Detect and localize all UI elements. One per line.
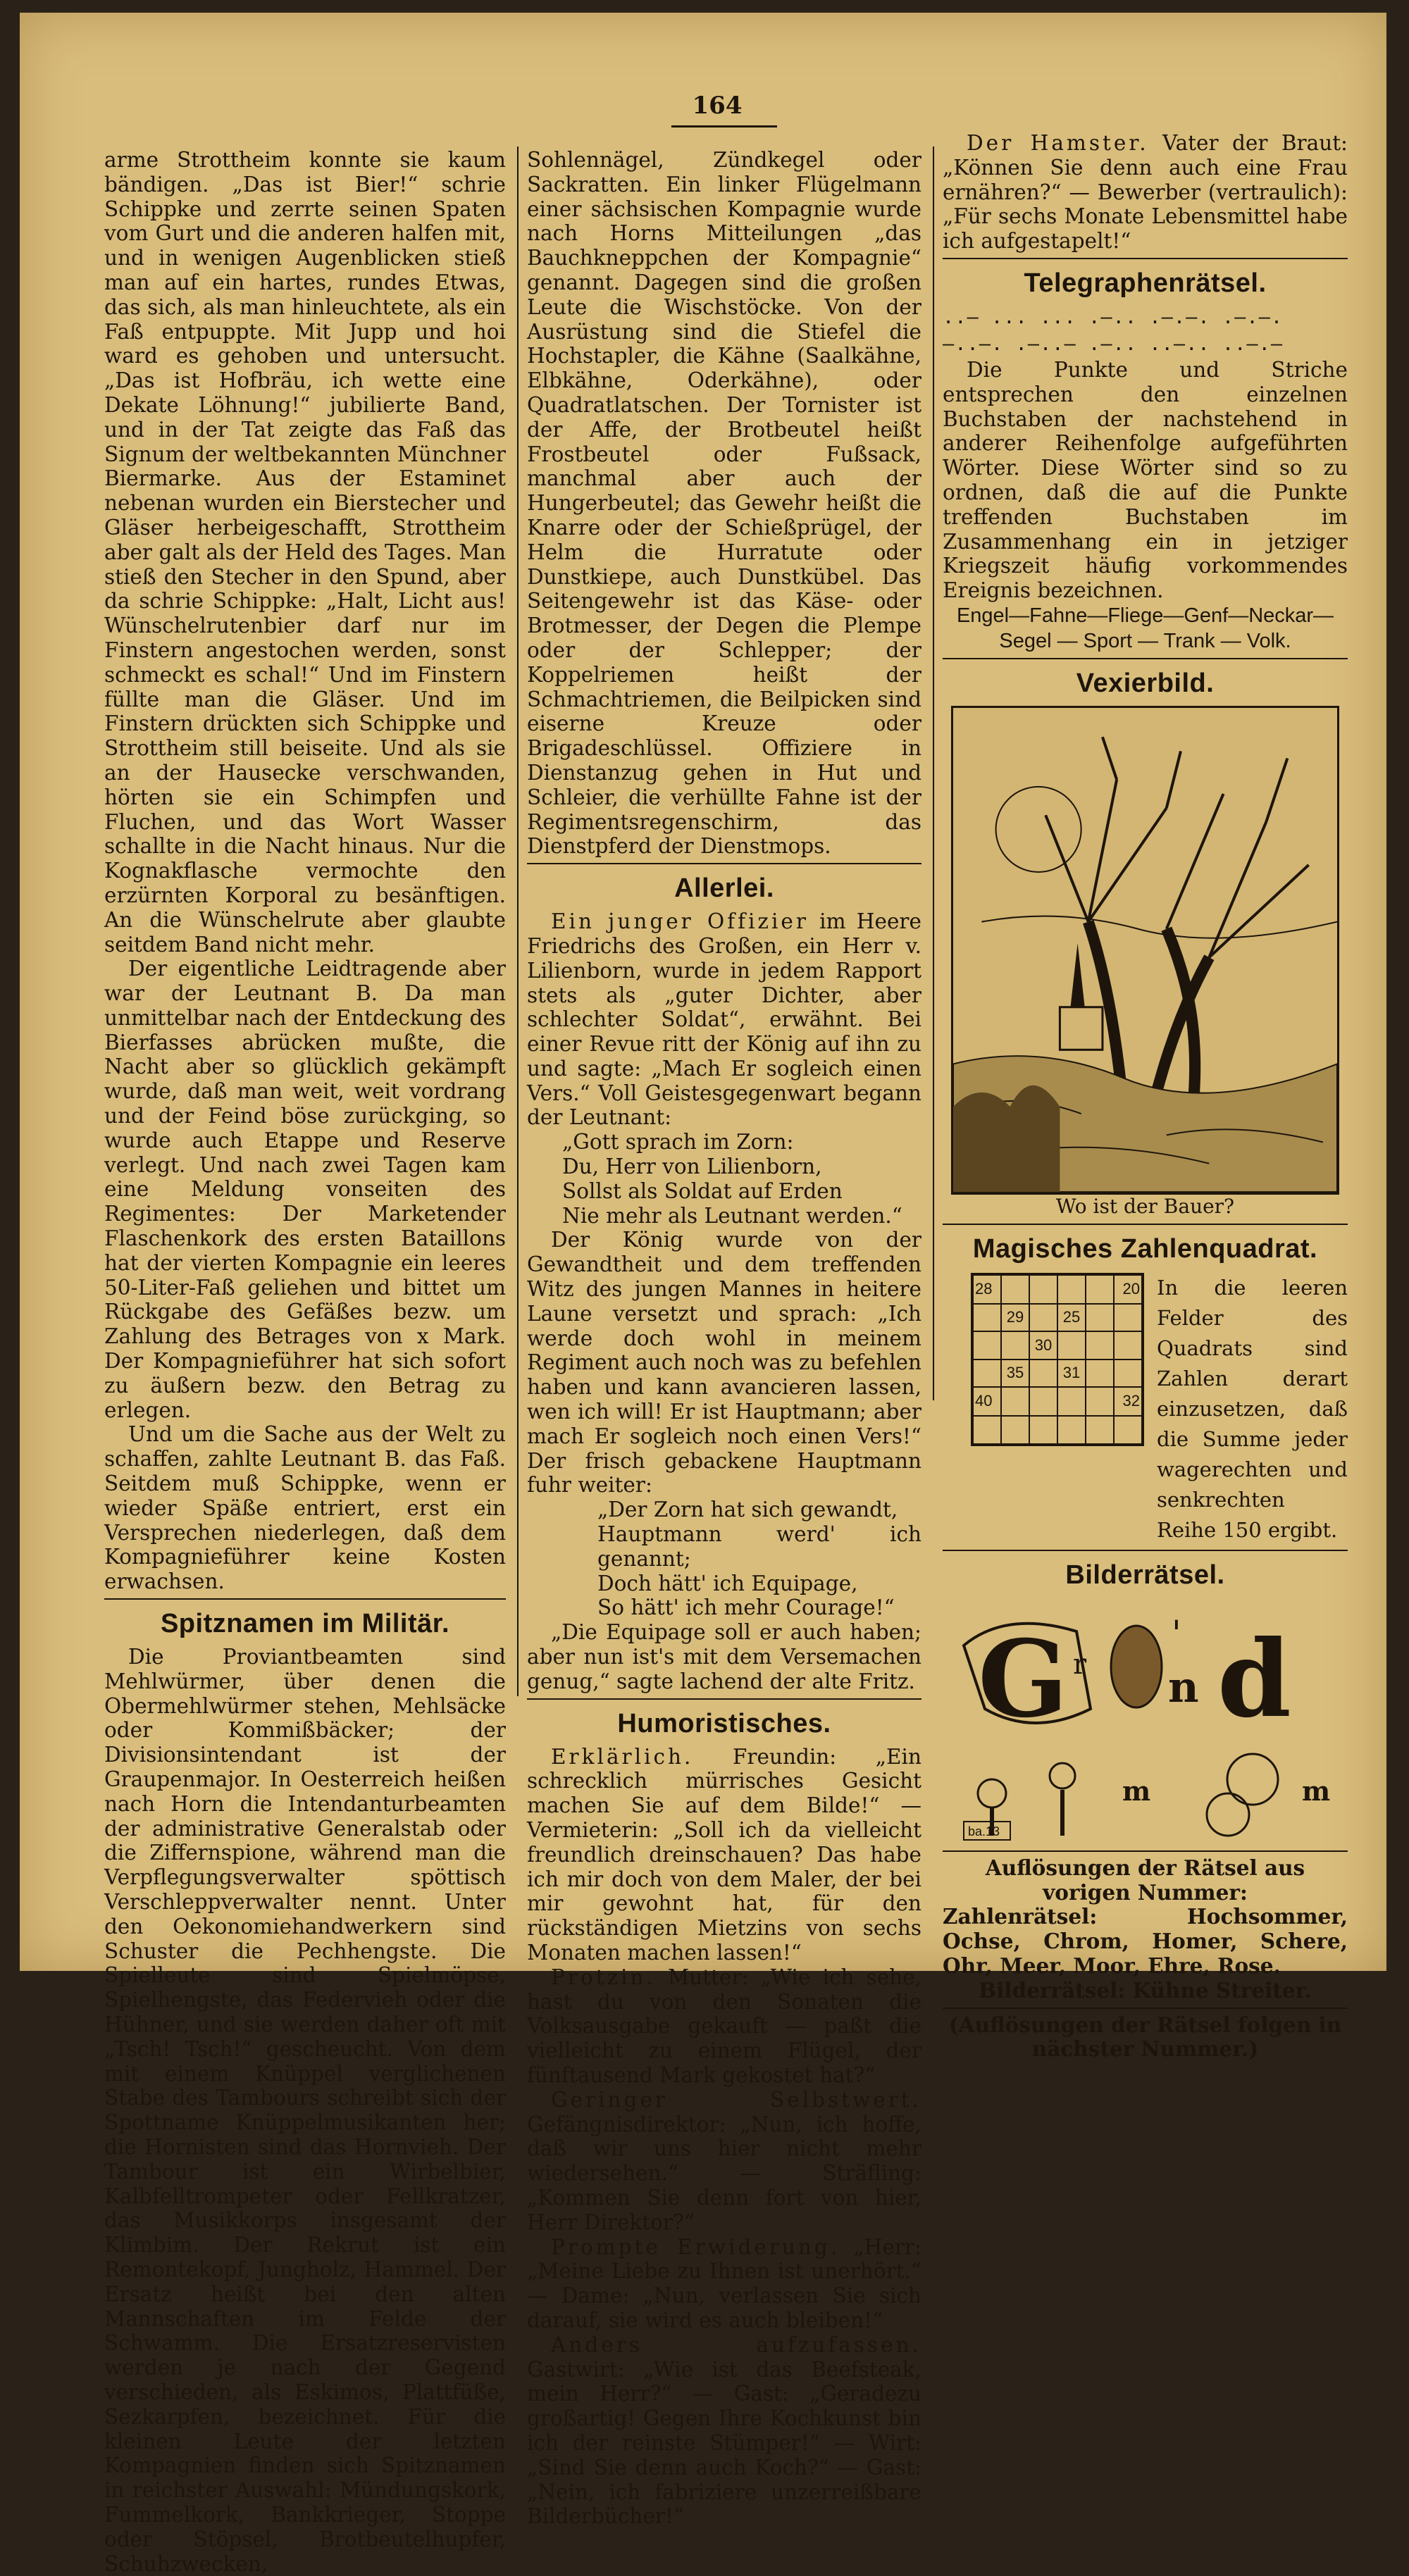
magic-square-block	[943, 1273, 1348, 1545]
allerlei-lead: Ein junger Offizier	[551, 909, 809, 934]
heading-humoristisches: Humoristisches.	[617, 1708, 831, 1738]
magic-square-cell	[1029, 1359, 1057, 1388]
rebus-illustration	[950, 1596, 1341, 1846]
column-divider	[517, 147, 519, 1696]
magic-square-cell	[1029, 1387, 1057, 1416]
magic-square-cell	[1114, 1416, 1142, 1444]
solutions-heading: Auflösungen der Rätsel aus vorigen Nummer:	[985, 1855, 1305, 1905]
telegraph-line: ..— ... ... .—.. .—.—. .—.—.	[943, 306, 1284, 328]
humor-text: Gastwirt: „Wie ist das Beefsteak, mein Herr?“ — Gast: „Geradezu großartig! Gegen Ihre Kochkunst bin ich der reinste Stümper!“ — Wirt: „Sind Sie denn auch Koch?“ — Gast: „Nein, ich fabriziere unzerreißbare Bilderbücher!“	[527, 2357, 921, 2529]
magic-square-cell	[1057, 1331, 1086, 1359]
divider	[943, 1224, 1348, 1225]
telegraph-words-line: Segel — Sport — Trank — Volk.	[999, 629, 1291, 652]
divider	[943, 258, 1348, 259]
magic-square-cell: 29	[1001, 1304, 1029, 1332]
magic-square-cell: 28	[973, 1275, 1001, 1304]
magic-square-cell	[1001, 1416, 1029, 1444]
divider	[104, 1598, 506, 1600]
verse-line: Hauptmann werd' ich genannt;	[597, 1522, 921, 1571]
heading-vexierbild: Vexierbild.	[1076, 668, 1215, 698]
telegraph-words-line: Engel—Fahne—Fliege—Genf—Neckar—	[956, 604, 1334, 627]
magic-square-cell	[1114, 1304, 1142, 1332]
col1-para: Der eigentliche Leidtragende aber war der Leutnant B. Da man unmittelbar nach der Entdeckung des Bierfasses abrücken mußte, die Nacht aber so glücklich gekämpft wurde, daß man weit, weit vordrang und der Feind böse zurückging, so wurde auch Etappe und Reserve verlegt. Und nach zwei Tagen kam eine Meldung vonseiten des Regimentes: Der Marketender Flaschenkork des ersten Bataillons hat der vierten Kompagnie ein leeres 50-Liter-Faß geliehen und bittet um Rückgabe des Gefäßes bezw. um Zahlung des Betrages von x Mark. Der Kompagnieführer hat sich sofort zu äußern bezw. den Betrag zu erlegen.	[104, 957, 506, 1422]
humor-text: Gefängnisdirektor: „Nun, ich hoffe, daß wir uns hier nicht mehr wiedersehen.“ — Sträfling: „Kommen Sie denn fort von hier, Herr Direktor?“	[527, 2112, 921, 2234]
page-number-rule	[671, 125, 777, 127]
verse-line: „Gott sprach im Zorn:	[562, 1130, 794, 1155]
allerlei-text-3: „Die Equipage soll er auch haben; aber nun ist's mit dem Versemachen genug,“ sagte lachend der alte Fritz.	[527, 1620, 921, 1693]
magic-square-cell	[1029, 1416, 1057, 1444]
magic-square-cell	[1057, 1387, 1086, 1416]
magic-square-cell	[1029, 1275, 1057, 1304]
divider	[943, 1850, 1348, 1852]
magic-square-text: In die leeren Felder des Quadrats sind Zahlen derart einzusetzen, daß die Summe jeder wagerechten und senkrechten Reihe 150 ergibt.	[1157, 1275, 1348, 1542]
humor-lead: Erklärlich.	[551, 1744, 694, 1769]
telegraph-text: Die Punkte und Striche entsprechen den einzelnen Buchstaben der nachstehend in anderer Reihenfolge aufgeführten Wörter. Diese Wörter sind so zu ordnen, daß die auf die Punkte treffenden Buchstaben im Zusammenhang ein in jetziger Kriegszeit häufig vorkommendes Ereignis bezeichnen.	[943, 357, 1348, 603]
acorn-icon	[1111, 1626, 1162, 1707]
magic-square-cell	[1114, 1359, 1142, 1388]
magic-square-cell	[1114, 1331, 1142, 1359]
magic-square-cell	[1086, 1387, 1114, 1416]
heading-telegraphenraetsel: Telegraphenrätsel.	[1024, 268, 1267, 298]
magic-square-cell	[973, 1331, 1001, 1359]
rebus-letter-r: r	[1073, 1648, 1087, 1681]
rebus-mark: ba.13	[968, 1824, 1000, 1838]
heading-zahlenquadrat: Magisches Zahlenquadrat.	[972, 1233, 1318, 1264]
rebus-letter-n: n	[1168, 1662, 1199, 1712]
verse-line: Du, Herr von Lilienborn,	[562, 1155, 822, 1179]
clover-icon	[1227, 1754, 1278, 1805]
magic-square-cell	[1086, 1359, 1114, 1388]
col1-para: Und um die Sache aus der Welt zu schaffen, zahlte Leutnant B. das Faß. Seitdem muß Schippke, wenn er wieder Späße entriert, erst ein Versprechen niederlegen, daß dem Kompagnieführer keine Kosten erwachsen.	[104, 1422, 506, 1594]
landscape-illustration	[953, 708, 1337, 1193]
magic-square-cell	[973, 1416, 1001, 1444]
verse-line: Nie mehr als Leutnant werden.“	[562, 1203, 902, 1228]
verse-line: Doch hätt' ich Equipage,	[597, 1571, 858, 1595]
magic-square-cell	[1057, 1275, 1086, 1304]
magic-square-cell: 35	[1001, 1359, 1029, 1388]
verse-line: So hätt' ich mehr Courage!“	[597, 1595, 895, 1620]
magic-square-cell: 40	[973, 1387, 1001, 1416]
rebus-apostrophe: '	[1172, 1612, 1181, 1654]
heading-allerlei: Allerlei.	[674, 873, 774, 904]
page-number: 164	[692, 92, 743, 120]
divider	[527, 1698, 921, 1700]
col1-para: Die Proviantbeamten sind Mehlwürmer, über denen die Obermehlwürmer stehen, Mehlsäcke oder Kommißbäcker; der Divisionsintendant ist der Graupenmajor. In Oesterreich heißen nach Horn die Intendanturbeamten der administrative Generalstab oder die Ziffernspione, während man die Verpflegungsverwalter spöttisch Verschleppverwalter nennt. Unter den Oekonomiehandwerkern sind Schuster die Pechhengste. Die Spielleute sind Spielmöpse, Spielhengste, das Federvieh oder die Hühner, und sie werden daher oft mit „Tsch! Tsch!“ gescheucht. Von dem mit einem Knüppel verglichenen Stabe des Tambours schreibt sich der Spottname Knüppelmusikanten her; die Hornisten sind das Hornvieh. Der Tambour ist ein Wirbelbier, Kalbfelltrompeter oder Fellkratzer, das Musikkorps insgesamt der Klimbim. Der Rekrut ist ein Remontekopf, Jungholz, Hammel. Der Ersatz heißt bei den alten Mannschaften im Felde der Schwamm. Die Ersatzreservisten werden je nach der Gegend verschieden, als Eskimos, Plattfüße, Sezkarpfen, bezeichnet. Für die kleinen Leute der letzten Kompagnien finden sich Spitznamen in reichster Auswahl: Mündungskork, Fummelkork, Bankkrieger, Stoppe oder Stöpsel, Brotbeutelhupfer, Schuhzwecken,	[104, 1645, 506, 2576]
magic-square-cell: 32	[1114, 1387, 1142, 1416]
solutions-zahlen: Zahlenrätsel: Hochsommer, Ochse, Chrom, Homer, Schere, Ohr, Meer, Moor, Ehre, Rose.	[943, 1904, 1348, 1978]
man-figure-icon	[1050, 1763, 1075, 1788]
humor-lead: Geringer Selbstwert.	[551, 2087, 921, 2112]
magic-square-cell	[1029, 1304, 1057, 1332]
divider	[943, 658, 1348, 659]
humor-text: „Herr: „Meine Liebe zu Ihnen ist unerhört.“ — Dame: „Nun, verlassen Sie sich darauf, sie wird es auch bleiben!“	[527, 2234, 921, 2332]
divider	[943, 1550, 1348, 1551]
col2-para: Sohlennägel, Zündkegel oder Sackratten. Ein linker Flügelmann einer sächsischen Kompagnie wurde nach Horns Mitteilungen „das Bauchkneppchen der Kompagnie“ genannt. Dagegen sind die großen Leute die Wischstöcke. Von der Ausrüstung sind die Stiefel die Hochstapler, die Kähne (Saalkähne, Elbkähne, Oderkähne), oder Quadratlatschen. Der Tornister ist der Affe, der Brotbeutel heißt Frostbeutel oder Fußsack, manchmal aber auch der Hungerbeutel; das Gewehr heißt die Knarre oder der Schießprügel, der Helm die Hurratute oder Dunstkiepe, auch Dunstkübel. Das Seitengewehr ist das Käse- oder Brotmesser, der Degen die Plempe oder der Schlepper; der Koppelriemen heißt der Schmachtriemen, die Beilpicken sind eiserne Kreuze oder Brigadeschlüssel. Offiziere in Dienstanzug gehen in Hut und Schleier, die verhüllte Fahne ist der Regimentsregenschirm, das Dienstpferd der Dienstmops.	[527, 148, 921, 859]
telegraph-words	[943, 603, 1348, 654]
magic-square-cell	[1086, 1304, 1114, 1332]
magic-square-cell	[1001, 1331, 1029, 1359]
heading-bilderraetsel: Bilderrätsel.	[1065, 1560, 1225, 1590]
magic-square-cell	[1001, 1275, 1029, 1304]
magic-square-cell	[973, 1359, 1001, 1388]
vexier-picture	[951, 706, 1339, 1195]
humor-lead: Anders aufzufassen.	[551, 2332, 921, 2357]
rebus-picture	[950, 1596, 1341, 1846]
rebus-letter-g: G	[978, 1617, 1069, 1741]
magic-square-cell	[1086, 1416, 1114, 1444]
magic-square-cell: 20	[1114, 1275, 1142, 1304]
allerlei-text: im Heere Friedrichs des Großen, ein Herr v. Lilienborn, wurde in jedem Rapport stets als „guter Dichter, aber schlechter Soldat“, erwähnt. Bei einer Revue ritt der König auf ihn zu und sagte: „Mach Er sogleich einen Vers.“ Voll Geistesgegenwart begann der Leutnant:	[527, 909, 921, 1130]
rebus-letter-m: m	[1122, 1774, 1151, 1807]
verse-2	[527, 1498, 921, 1620]
rebus-letter-d: d	[1217, 1617, 1291, 1741]
magic-square-cell	[973, 1304, 1001, 1332]
magic-square-cell: 25	[1057, 1304, 1086, 1332]
heading-spitznamen: Spitznamen im Militär.	[160, 1609, 450, 1639]
magic-square-cell: 30	[1029, 1331, 1057, 1359]
rebus-letter-m2: m	[1302, 1774, 1331, 1807]
magic-square-cell	[1086, 1331, 1114, 1359]
humor-text: Freundin: „Ein schrecklich mürrisches Gesicht machen Sie auf dem Bilde!“ — Vermieterin: „Soll ich da vielleicht freundlich dreinschauen? Das habe ich mir doch von dem Maler, der bei mir gewohnt hat, für den rückständigen Mietzins von sechs Monaten machen lassen!“	[527, 1744, 921, 1965]
magic-square-grid	[971, 1273, 1144, 1446]
magic-square-cell: 31	[1057, 1359, 1086, 1388]
verse-1	[527, 1130, 921, 1228]
col1-para: arme Strottheim konnte sie kaum bändigen. „Das ist Bier!“ schrie Schippke und zerrte seinen Spaten vom Gurt und die anderen halfen mit, und in wenigen Augenblicken stieß man auf ein hartes, rundes Etwas, das sich, als man hinleuchtete, als ein Faß entpuppte. Mit Jupp und hoi ward es gehoben und untersucht. „Das ist Hofbräu, ich wette eine Dekate Löhnung!“ jubilierte Band, und in der Tat zeigte das Faß das Signum der weltbekannten Münchner Biermarke. Aus der Estaminet nebenan wurden ein Bierstecher und Gläser herbeigeschafft, Strottheim aber galt als der Held des Tages. Man stieß den Stecher in den Spund, aber da schrie Schippke: „Halt, Licht aus! Wünschelrutenbier darf nur im Finstern angestochen werden, sonst schmeckt es schal!“ Und im Finstern füllte man die Gläser. Und im Finstern drückten sich Schippke und Strottheim still beiseite. Und als sie an der Hausecke verschwanden, hörten sie ein Schimpfen und Fluchen, und das Wort Wasser schallte in die Nacht hinaus. Nur die Kognakflasche vermochte den erzürnten Korporal zu besänftigen. An die Wünschelrute aber glaubte seitdem Band nicht mehr.	[104, 148, 506, 957]
magic-square-cell	[1001, 1387, 1029, 1416]
telegraph-code	[943, 304, 1348, 358]
divider	[527, 863, 921, 864]
newspaper-page	[20, 13, 1386, 2576]
humor-lead: Protzin.	[551, 1965, 656, 1989]
column-3	[943, 131, 1348, 2062]
hamster-lead: Der Hamster.	[967, 131, 1149, 155]
humor-lead: Prompte Erwiderung.	[551, 2234, 840, 2259]
child-figure-icon	[978, 1779, 1006, 1807]
column-2	[527, 148, 921, 2529]
magic-square-cell	[1057, 1416, 1086, 1444]
verse-line: „Der Zorn hat sich gewandt,	[597, 1498, 898, 1522]
telegraph-line: —..—. .—..— .—.. ..—.. ..—.—	[943, 332, 1284, 355]
column-1	[104, 148, 506, 2576]
verse-line: Sollst als Soldat auf Erden	[562, 1178, 843, 1203]
hamster-text: Vater der Braut: „Können Sie denn auch eine Frau ernähren?“ — Bewerber (vertraulich): „Für sechs Monate Lebensmittel habe ich aufgestapelt!“	[943, 131, 1348, 254]
column-divider	[933, 147, 934, 1400]
vexier-caption: Wo ist der Bauer?	[1055, 1194, 1235, 1218]
solutions-note: (Auflösungen der Rätsel folgen in nächster Nummer.)	[948, 2012, 1342, 2062]
humor-text: Mutter: „Wie ich sehe, hast du von den Sonaten die Volksausgabe gekauft — paßt die vielleicht zu einem Flügel, der fünftausend Mark gekostet hat?“	[527, 1965, 921, 2087]
solutions-bilder: Bilderrätsel: Kühne Streiter.	[979, 1977, 1312, 2003]
divider	[943, 2008, 1348, 2009]
allerlei-text-2: Der König wurde von der Gewandtheit und dem treffenden Witz des jungen Mannes in heitere Laune versetzt und sprach: „Ich werde doch wohl in meinem Regiment auch noch was zu befehlen haben und kann avancieren lassen, wen ich will! Er ist Hauptmann; aber mach Er sogleich noch einen Vers!“ Der frisch gebackene Hauptmann fuhr weiter:	[527, 1228, 921, 1498]
magic-square-cell	[1086, 1275, 1114, 1304]
